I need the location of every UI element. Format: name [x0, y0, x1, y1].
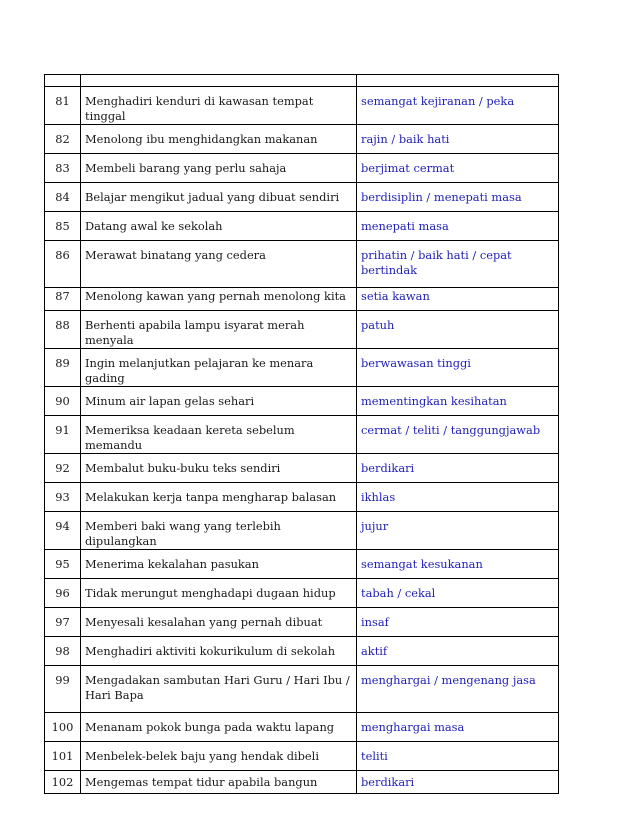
table-row	[45, 183, 559, 212]
row-activity: Membeli barang yang perlu sahaja	[81, 154, 357, 183]
table-row	[45, 212, 559, 241]
table-row	[45, 87, 559, 125]
row-number: 102	[45, 771, 81, 794]
row-activity: Mengadakan sambutan Hari Guru / Hari Ibu / Hari Bapa	[81, 666, 357, 713]
table-header-row	[45, 75, 559, 87]
row-value: mementingkan kesihatan	[357, 387, 559, 416]
row-value: semangat kejiranan / peka	[357, 87, 559, 125]
row-number: 95	[45, 550, 81, 579]
row-value: jujur	[357, 512, 559, 550]
row-value: insaf	[357, 608, 559, 637]
row-number: 87	[45, 288, 81, 311]
row-number: 84	[45, 183, 81, 212]
row-activity: Menghadiri kenduri di kawasan tempat tinggal	[81, 87, 357, 125]
table-row	[45, 742, 559, 771]
row-activity: Datang awal ke sekolah	[81, 212, 357, 241]
table-row	[45, 483, 559, 512]
row-number: 90	[45, 387, 81, 416]
row-value: berdikari	[357, 454, 559, 483]
row-activity: Menolong ibu menghidangkan makanan	[81, 125, 357, 154]
row-value: berjimat cermat	[357, 154, 559, 183]
row-number: 97	[45, 608, 81, 637]
table-row	[45, 154, 559, 183]
values-table	[44, 74, 559, 794]
row-value: cermat / teliti / tanggungjawab	[357, 416, 559, 454]
table-row	[45, 125, 559, 154]
table-row	[45, 666, 559, 713]
row-activity: Berhenti apabila lampu isyarat merah menyala	[81, 311, 357, 349]
row-number: 88	[45, 311, 81, 349]
row-number: 91	[45, 416, 81, 454]
row-value: setia kawan	[357, 288, 559, 311]
row-value: berdikari	[357, 771, 559, 794]
row-activity: Memberi baki wang yang terlebih dipulangkan	[81, 512, 357, 550]
row-number: 86	[45, 241, 81, 288]
table-row	[45, 311, 559, 349]
table-row	[45, 637, 559, 666]
row-value: menghargai masa	[357, 713, 559, 742]
header-cell	[81, 75, 357, 87]
row-activity: Membalut buku-buku teks sendiri	[81, 454, 357, 483]
row-activity: Ingin melanjutkan pelajaran ke menara gading	[81, 349, 357, 387]
table-row	[45, 713, 559, 742]
table-row	[45, 349, 559, 387]
header-cell	[357, 75, 559, 87]
table-row	[45, 387, 559, 416]
row-number: 101	[45, 742, 81, 771]
row-number: 99	[45, 666, 81, 713]
row-number: 93	[45, 483, 81, 512]
row-activity: Menolong kawan yang pernah menolong kita	[81, 288, 357, 311]
row-number: 98	[45, 637, 81, 666]
row-value: teliti	[357, 742, 559, 771]
row-number: 100	[45, 713, 81, 742]
table-row	[45, 454, 559, 483]
table-row	[45, 416, 559, 454]
row-activity: Menerima kekalahan pasukan	[81, 550, 357, 579]
row-number: 81	[45, 87, 81, 125]
table-row	[45, 579, 559, 608]
row-activity: Memeriksa keadaan kereta sebelum memandu	[81, 416, 357, 454]
row-value: menghargai / mengenang jasa	[357, 666, 559, 713]
row-activity: Melakukan kerja tanpa mengharap balasan	[81, 483, 357, 512]
row-number: 94	[45, 512, 81, 550]
row-number: 82	[45, 125, 81, 154]
row-value: rajin / baik hati	[357, 125, 559, 154]
table-row	[45, 512, 559, 550]
row-number: 92	[45, 454, 81, 483]
row-activity: Menyesali kesalahan yang pernah dibuat	[81, 608, 357, 637]
row-activity: Merawat binatang yang cedera	[81, 241, 357, 288]
table-row	[45, 550, 559, 579]
row-activity: Menbelek-belek baju yang hendak dibeli	[81, 742, 357, 771]
row-activity: Menanam pokok bunga pada waktu lapang	[81, 713, 357, 742]
row-value: ikhlas	[357, 483, 559, 512]
row-value: aktif	[357, 637, 559, 666]
row-value: menepati masa	[357, 212, 559, 241]
row-value: berdisiplin / menepati masa	[357, 183, 559, 212]
row-activity: Belajar mengikut jadual yang dibuat sendiri	[81, 183, 357, 212]
row-value: tabah / cekal	[357, 579, 559, 608]
row-number: 89	[45, 349, 81, 387]
row-number: 85	[45, 212, 81, 241]
row-value: berwawasan tinggi	[357, 349, 559, 387]
row-value: prihatin / baik hati / cepat bertindak	[357, 241, 559, 288]
header-cell	[45, 75, 81, 87]
row-number: 83	[45, 154, 81, 183]
row-number: 96	[45, 579, 81, 608]
row-value: patuh	[357, 311, 559, 349]
table-row	[45, 288, 559, 311]
table-row	[45, 608, 559, 637]
table-row	[45, 241, 559, 288]
row-value: semangat kesukanan	[357, 550, 559, 579]
row-activity: Tidak merungut menghadapi dugaan hidup	[81, 579, 357, 608]
row-activity: Minum air lapan gelas sehari	[81, 387, 357, 416]
row-activity: Mengemas tempat tidur apabila bangun	[81, 771, 357, 794]
table-row	[45, 771, 559, 794]
row-activity: Menghadiri aktiviti kokurikulum di sekolah	[81, 637, 357, 666]
